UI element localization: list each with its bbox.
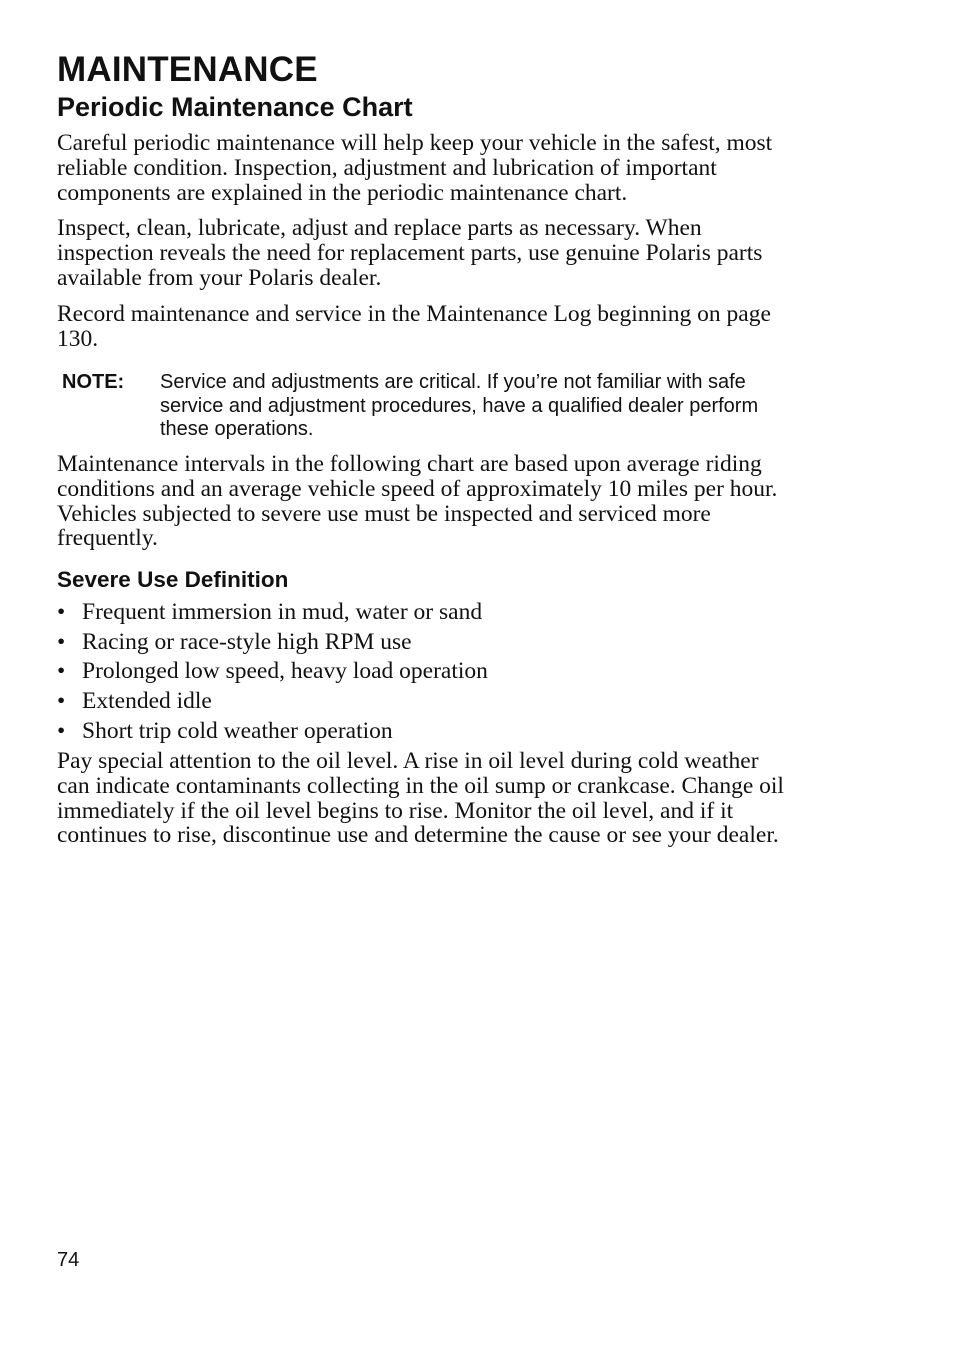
list-item-text: Frequent immersion in mud, water or sand <box>82 599 483 625</box>
list-item <box>57 628 777 658</box>
severe-use-heading: Severe Use Definition <box>57 567 289 592</box>
list-item-text: Extended idle <box>82 688 212 715</box>
note-label: NOTE: <box>62 371 125 393</box>
page-heading: MAINTENANCE <box>57 50 318 89</box>
list-item-text: Racing or race-style high RPM use <box>82 628 412 655</box>
page-number: 74 <box>57 1249 80 1271</box>
inspect-paragraph: Inspect, clean, lubricate, adjust and replace parts as necessary. When inspection reveals the need for replacement parts, use genuine Polaris parts available from your Polaris dealer. <box>57 215 763 291</box>
list-item <box>57 717 777 747</box>
bullet-icon: • <box>57 599 66 625</box>
record-paragraph: Record maintenance and service in the Maintenance Log beginning on page 130. <box>57 301 771 352</box>
list-item <box>57 598 777 628</box>
section-title: Periodic Maintenance Chart <box>57 92 413 122</box>
oil-paragraph: Pay special attention to the oil level. A rise in oil level during cold weather can indicate contaminants collecting in the oil sump or crankcase. Change oil immediately if the oil level begins to rise. Monitor the oil level, and if it continues to rise, discontinue use and determine the cause or see your dealer. <box>57 748 784 849</box>
list-item <box>57 657 777 687</box>
intervals-paragraph: Maintenance intervals in the following chart are based upon average riding conditions and an average vehicle speed of approximately 10 miles per hour. Vehicles subjected to severe use must be inspected and serviced more frequently. <box>57 451 778 552</box>
bullet-icon: • <box>57 688 66 715</box>
bullet-icon: • <box>57 717 66 744</box>
list-item-text: Prolonged low speed, heavy load operation <box>82 658 488 685</box>
bullet-icon: • <box>57 628 66 655</box>
intro-paragraph: Careful periodic maintenance will help keep your vehicle in the safest, most reliable condition. Inspection, adjustment and lubrication of important components are explained in the periodic maintenance chart. <box>57 130 773 206</box>
note-text: Service and adjustments are critical. If you’re not familiar with safe service and adjustment procedures, have a qualified dealer perform these operations. <box>160 371 759 440</box>
severe-use-list <box>57 598 777 747</box>
list-item <box>57 687 777 717</box>
bullet-icon: • <box>57 658 66 685</box>
list-item-text: Short trip cold weather operation <box>82 717 393 744</box>
